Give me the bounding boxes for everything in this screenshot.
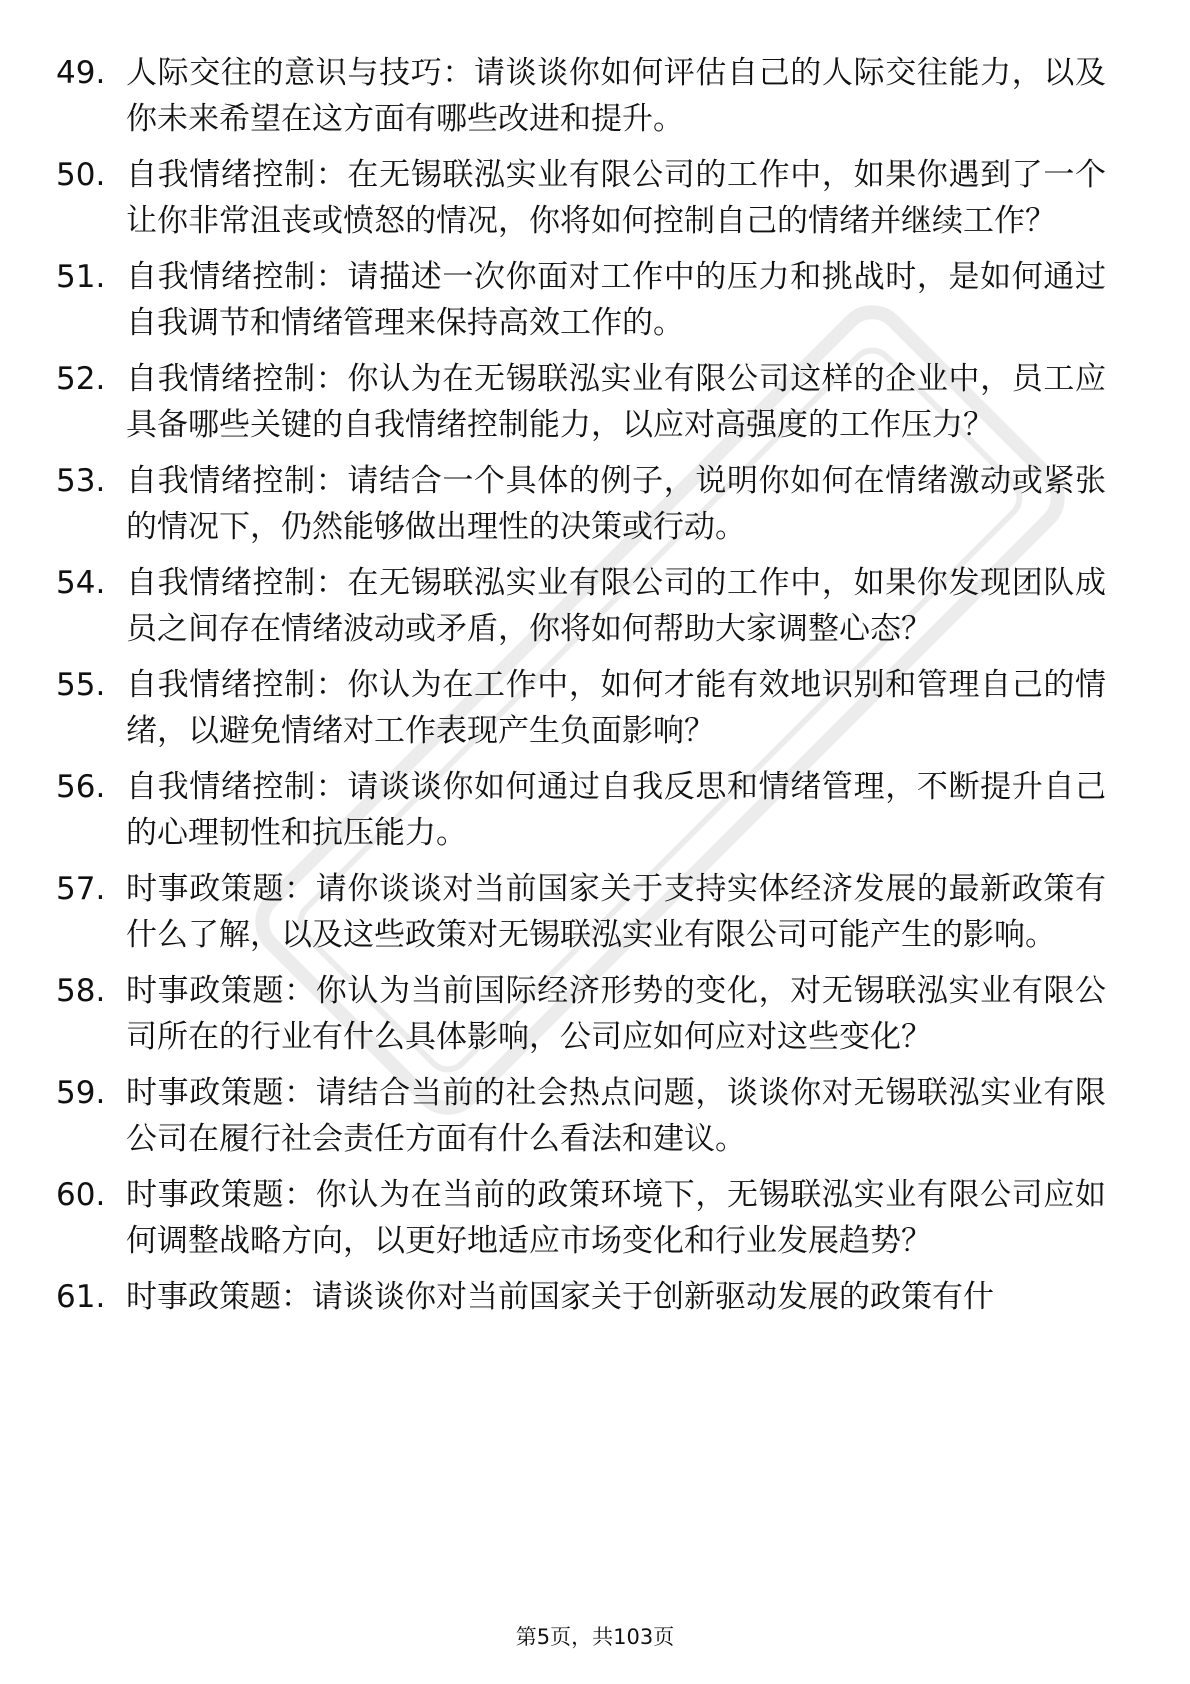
question-item — [56, 764, 1126, 856]
question-item — [56, 152, 1126, 244]
question-item — [56, 560, 1126, 652]
question-number: 59. — [56, 1075, 106, 1111]
question-text: 自我情绪控制：你认为在无锡联泓实业有限公司这样的企业中，员工应具备哪些关键的自我情绪控制能力，以应对高强度的工作压力？ — [126, 361, 1106, 443]
question-text: 自我情绪控制：在无锡联泓实业有限公司的工作中，如果你遇到了一个让你非常沮丧或愤怒的情况，你将如何控制自己的情绪并继续工作？ — [126, 157, 1106, 239]
question-text: 人际交往的意识与技巧：请谈谈你如何评估自己的人际交往能力，以及你未来希望在这方面有哪些改进和提升。 — [126, 55, 1106, 137]
question-text: 自我情绪控制：请谈谈你如何通过自我反思和情绪管理，不断提升自己的心理韧性和抗压能力。 — [126, 769, 1106, 851]
question-number: 50. — [56, 157, 106, 193]
question-text: 自我情绪控制：请描述一次你面对工作中的压力和挑战时，是如何通过自我调节和情绪管理来保持高效工作的。 — [126, 259, 1106, 341]
question-text: 时事政策题：你认为在当前的政策环境下，无锡联泓实业有限公司应如何调整战略方向，以更好地适应市场变化和行业发展趋势？ — [126, 1177, 1106, 1259]
question-number: 55. — [56, 667, 106, 703]
question-text: 自我情绪控制：请结合一个具体的例子，说明你如何在情绪激动或紧张的情况下，仍然能够做出理性的决策或行动。 — [126, 463, 1106, 545]
question-text: 时事政策题：你认为当前国际经济形势的变化，对无锡联泓实业有限公司所在的行业有什么具体影响，公司应如何应对这些变化？ — [126, 973, 1106, 1055]
page-footer: 第5页，共103页 — [515, 1625, 675, 1649]
question-number: 61. — [56, 1279, 106, 1315]
question-text: 自我情绪控制：你认为在工作中，如何才能有效地识别和管理自己的情绪，以避免情绪对工作表现产生负面影响？ — [126, 667, 1106, 749]
question-number: 56. — [56, 769, 106, 805]
question-number: 52. — [56, 361, 106, 397]
question-number: 58. — [56, 973, 106, 1009]
question-number: 54. — [56, 565, 106, 601]
question-text: 时事政策题：请谈谈你对当前国家关于创新驱动发展的政策有什 — [126, 1279, 994, 1315]
question-text: 时事政策题：请结合当前的社会热点问题，谈谈你对无锡联泓实业有限公司在履行社会责任方面有什么看法和建议。 — [126, 1075, 1106, 1157]
question-item — [56, 662, 1126, 754]
question-item — [56, 1274, 1126, 1320]
question-item — [56, 50, 1126, 142]
question-number: 60. — [56, 1177, 106, 1213]
question-item — [56, 968, 1126, 1060]
question-text: 时事政策题：请你谈谈对当前国家关于支持实体经济发展的最新政策有什么了解，以及这些政策对无锡联泓实业有限公司可能产生的影响。 — [126, 871, 1106, 953]
question-number: 51. — [56, 259, 106, 295]
question-item — [56, 458, 1126, 550]
question-item — [56, 1172, 1126, 1264]
question-number: 49. — [56, 55, 106, 91]
question-text: 自我情绪控制：在无锡联泓实业有限公司的工作中，如果你发现团队成员之间存在情绪波动或矛盾，你将如何帮助大家调整心态？ — [126, 565, 1106, 647]
question-number: 53. — [56, 463, 106, 499]
question-number: 57. — [56, 871, 106, 907]
question-item — [56, 356, 1126, 448]
question-item — [56, 1070, 1126, 1162]
question-list — [56, 50, 1126, 1330]
question-item — [56, 254, 1126, 346]
question-item — [56, 866, 1126, 958]
